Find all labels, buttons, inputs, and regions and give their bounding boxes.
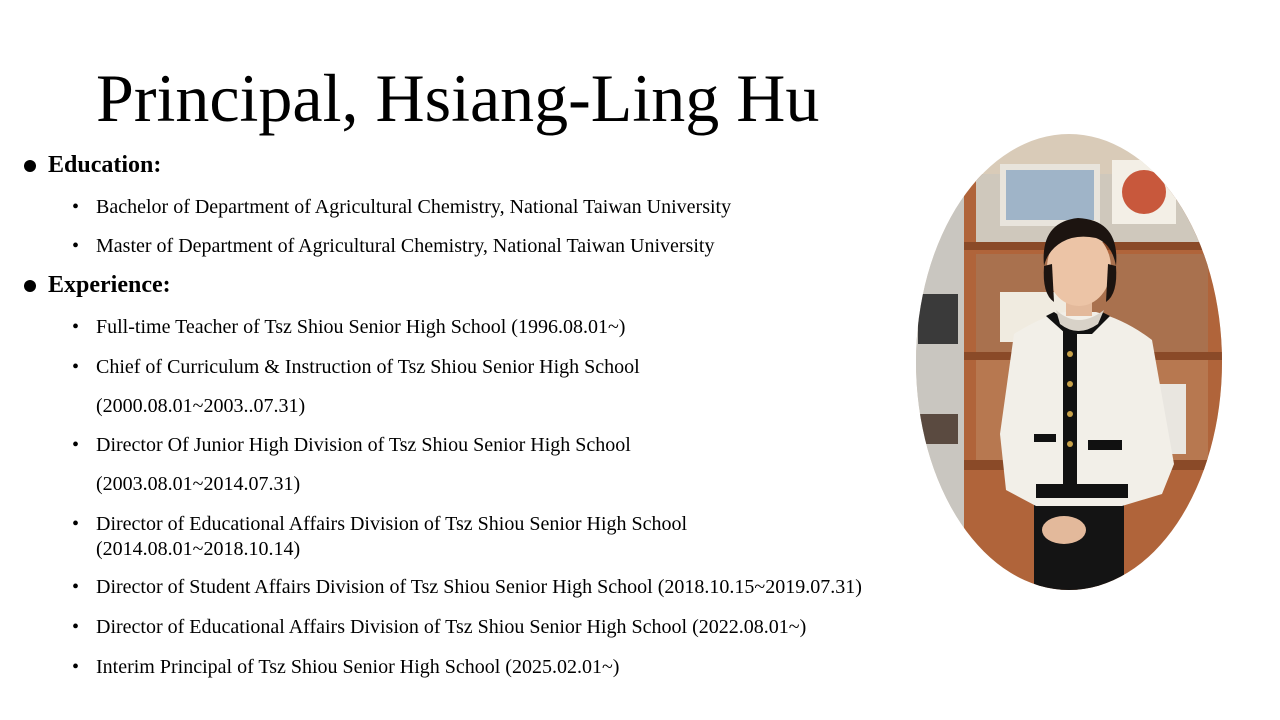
bullet-dot-icon <box>24 160 36 172</box>
education-item <box>72 194 731 220</box>
education-heading-label: Education: <box>48 152 162 178</box>
experience-item <box>72 654 619 680</box>
portrait-illustration <box>916 134 1222 590</box>
experience-item <box>72 354 640 380</box>
experience-item-text: Interim Principal of Tsz Shiou Senior High School (2025.02.01~) <box>96 656 620 678</box>
experience-item <box>72 574 862 600</box>
experience-item-text: Director Of Junior High Division of Tsz Shiou Senior High School <box>96 434 631 456</box>
bullet-icon: • <box>72 656 80 678</box>
experience-item <box>72 314 625 340</box>
education-heading <box>24 152 161 179</box>
experience-item-text: Director of Educational Affairs Division of Tsz Shiou Senior High School <box>96 513 688 535</box>
experience-heading <box>24 272 171 299</box>
experience-item <box>72 511 687 537</box>
education-item <box>72 233 714 259</box>
education-item-text: Bachelor of Department of Agricultural Chemistry, National Taiwan University <box>96 196 732 218</box>
page-title: Principal, Hsiang-Ling Hu <box>96 60 820 136</box>
experience-item <box>72 432 631 458</box>
experience-item-dates: (2014.08.01~2018.10.14) <box>96 538 301 560</box>
bullet-icon: • <box>72 513 80 535</box>
bullet-dot-icon <box>24 280 36 292</box>
experience-heading-label: Experience: <box>48 272 171 298</box>
experience-item-text: Chief of Curriculum & Instruction of Tsz Shiou Senior High School <box>96 356 640 378</box>
experience-item-dates: (2003.08.01~2014.07.31) <box>96 473 301 495</box>
experience-item-text: Director of Student Affairs Division of Tsz Shiou Senior High School (2018.10.15~2019.07.31) <box>96 576 862 598</box>
bullet-icon: • <box>72 196 80 218</box>
bullet-icon: • <box>72 434 80 456</box>
education-item-text: Master of Department of Agricultural Chemistry, National Taiwan University <box>96 235 715 257</box>
bullet-icon: • <box>72 616 80 638</box>
bullet-icon: • <box>72 235 80 257</box>
experience-item-dates: (2000.08.01~2003..07.31) <box>96 395 306 417</box>
bullet-icon: • <box>72 576 80 598</box>
principal-portrait-photo <box>916 134 1222 590</box>
experience-item <box>72 614 806 640</box>
bullet-icon: • <box>72 356 80 378</box>
experience-item-text: Full-time Teacher of Tsz Shiou Senior High School (1996.08.01~) <box>96 316 626 338</box>
experience-item-text: Director of Educational Affairs Division of Tsz Shiou Senior High School (2022.08.01~) <box>96 616 807 638</box>
bullet-icon: • <box>72 316 80 338</box>
